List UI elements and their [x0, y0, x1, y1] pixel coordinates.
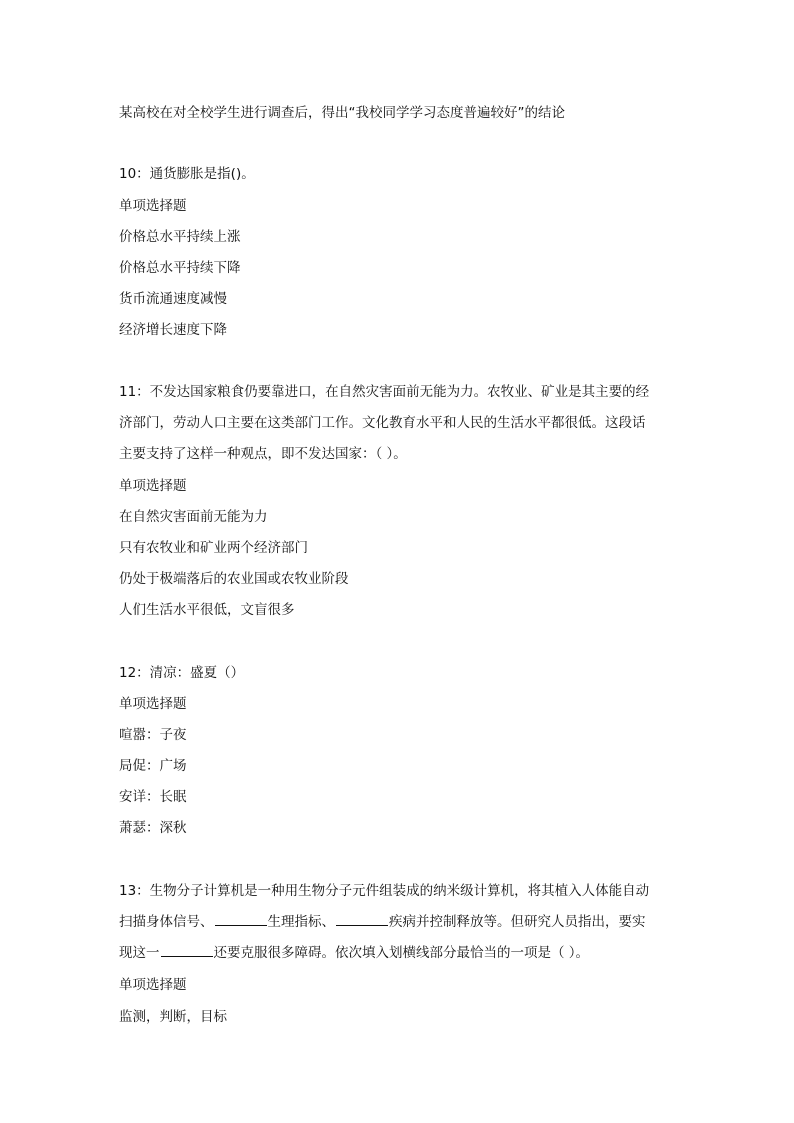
question-13-option-a: 监测，判断，目标	[119, 1009, 227, 1025]
intro-line: 某高校在对全校学生进行调查后，得出“我校同学学习态度普遍较好”的结论	[119, 105, 565, 121]
question-12-option-c: 安详：长眠	[119, 789, 187, 805]
stem-text: 现这一	[119, 945, 160, 961]
question-11-option-c: 仍处于极端落后的农业国或农牧业阶段	[119, 571, 349, 587]
fill-blank	[336, 913, 388, 926]
question-12-option-b: 局促：广场	[119, 758, 187, 774]
question-12-option-a: 喧嚣：子夜	[119, 727, 187, 743]
question-10-stem: 10：通货膨胀是指()。	[119, 166, 255, 182]
question-13-stem-line-1: 13：生物分子计算机是一种用生物分子元件组装成的纳米级计算机，将其植入人体能自动	[119, 883, 650, 899]
question-13-stem-line-2	[119, 913, 646, 931]
stem-text: 扫描身体信号、	[119, 914, 214, 930]
stem-text: 疾病并控制释放等。但研究人员指出，要实	[389, 914, 646, 930]
question-13-stem-line-3	[119, 944, 589, 962]
question-11-type: 单项选择题	[119, 478, 187, 494]
question-10-type: 单项选择题	[119, 198, 187, 214]
question-11-option-b: 只有农牧业和矿业两个经济部门	[119, 540, 308, 556]
fill-blank	[215, 913, 267, 926]
question-10-option-d: 经济增长速度下降	[119, 322, 227, 338]
question-10-option-a: 价格总水平持续上涨	[119, 229, 241, 245]
question-11-stem-line-2: 济部门，劳动人口主要在这类部门工作。文化教育水平和人民的生活水平都很低。这段话	[119, 415, 646, 431]
question-11-stem-line-3: 主要支持了这样一种观点，即不发达国家：（ ）。	[119, 446, 407, 462]
stem-text: 还要克服很多障碍。依次填入划横线部分最恰当的一项是（ ）。	[213, 945, 590, 961]
question-10-option-b: 价格总水平持续下降	[119, 260, 241, 276]
question-12-type: 单项选择题	[119, 696, 187, 712]
question-11-stem-line-1: 11：不发达国家粮食仍要靠进口，在自然灾害面前无能为力。农牧业、矿业是其主要的经	[119, 384, 650, 400]
stem-text: 生理指标、	[267, 914, 335, 930]
question-10-option-c: 货币流通速度减慢	[119, 291, 227, 307]
question-12-stem: 12：清凉：盛夏（）	[119, 665, 245, 681]
fill-blank	[161, 944, 213, 957]
question-13-type: 单项选择题	[119, 977, 187, 993]
question-11-option-d: 人们生活水平很低，文盲很多	[119, 602, 295, 618]
question-12-option-d: 萧瑟：深秋	[119, 820, 187, 836]
question-11-option-a: 在自然灾害面前无能为力	[119, 509, 268, 525]
